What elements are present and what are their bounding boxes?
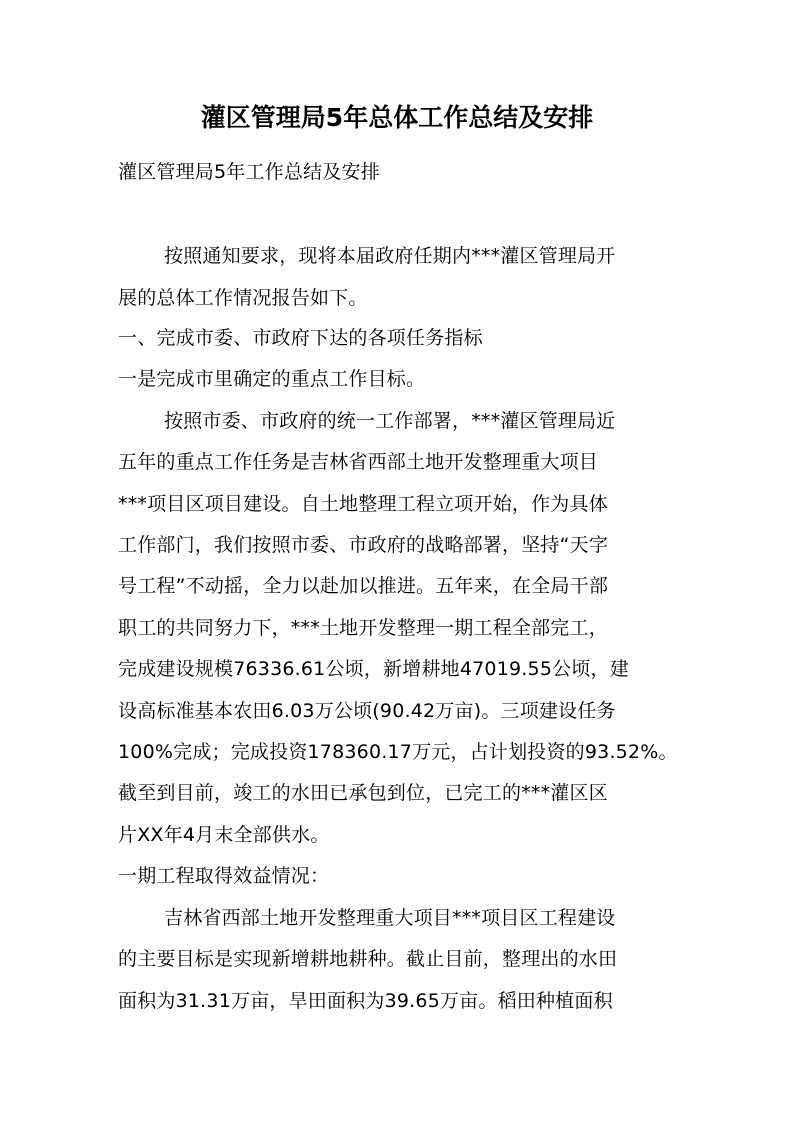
paragraph-line-15: 片XX年4月末全部供水。 (118, 824, 330, 846)
paragraph-line-6: 五年的重点工作任务是吉林省西部土地开发整理重大项目 (118, 451, 599, 473)
paragraph-line-13: 100%完成；完成投资178360.17万元，占计划投资的93.52%。 (118, 741, 678, 763)
paragraph-line-11: 完成建设规模76336.61公顷，新增耕地47019.55公顷，建 (118, 658, 629, 680)
paragraph-line-18: 的主要目标是实现新增耕地耕种。截止目前，整理出的水田 (118, 948, 618, 970)
paragraph-line-7: ***项目区项目建设。自土地整理工程立项开始，作为具体 (118, 493, 608, 515)
paragraph-line-12: 设高标准基本农田6.03万公顷(90.42万亩)。三项建设任务 (118, 700, 616, 722)
section-heading-1: 一、完成市委、市政府下达的各项任务指标 (118, 327, 483, 349)
paragraph-line-10: 职工的共同努力下，***土地开发整理一期工程全部完工， (118, 617, 608, 639)
paragraph-line-19: 面积为31.31万亩，旱田面积为39.65万亩。稻田种植面积 (118, 990, 613, 1012)
paragraph-line-14: 截至到目前，竣工的水田已承包到位，已完工的***灌区区 (118, 782, 608, 804)
paragraph-line-5: 按照市委、市政府的统一工作部署，***灌区管理局近 (164, 410, 616, 432)
document-subtitle: 灌区管理局5年工作总结及安排 (118, 161, 380, 183)
paragraph-line-17: 吉林省西部土地开发整理重大项目***项目区工程建设 (164, 907, 616, 929)
subsection-heading-2: 一期工程取得效益情况： (118, 865, 330, 887)
paragraph-line-2: 展的总体工作情况报告如下。 (118, 287, 368, 309)
paragraph-line-9: 号工程”不动摇，全力以赴加以推进。五年来，在全局干部 (118, 575, 609, 597)
subsection-heading-1: 一是完成市里确定的重点工作目标。 (118, 368, 426, 390)
document-title: 灌区管理局5年总体工作总结及安排 (200, 103, 594, 132)
paragraph-line-8: 工作部门，我们按照市委、市政府的战略部署，坚持“天字 (118, 534, 609, 556)
paragraph-line-1: 按照通知要求，现将本届政府任期内***灌区管理局开 (164, 245, 616, 267)
